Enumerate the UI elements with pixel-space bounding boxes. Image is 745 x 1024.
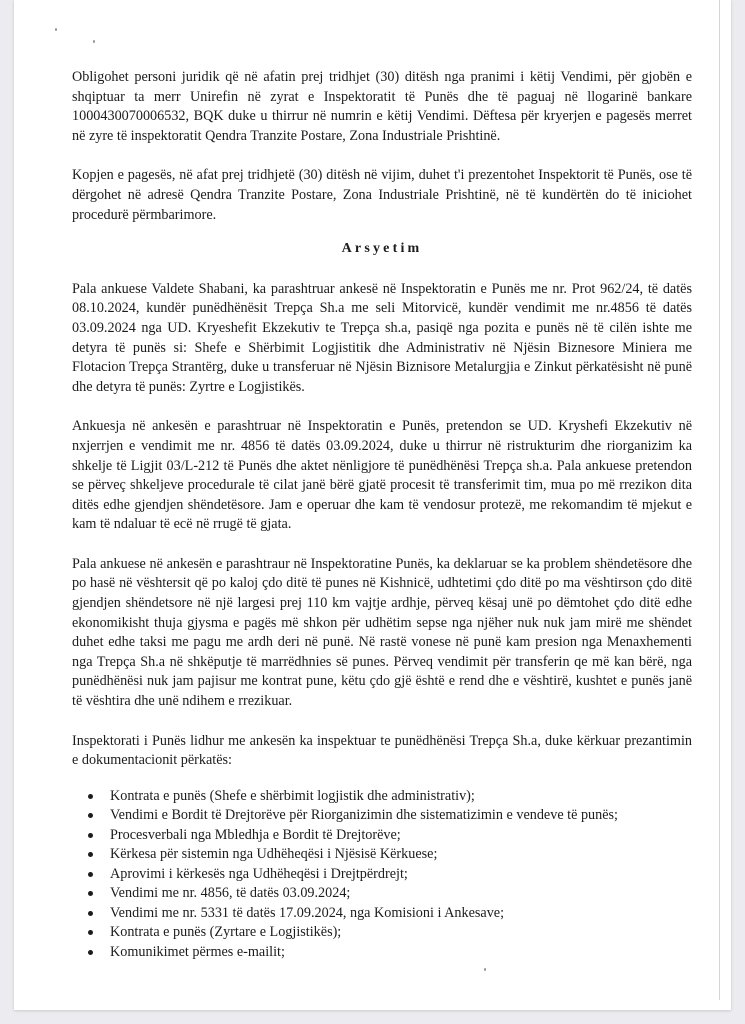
- section-heading-arsyetim: Arsyetim: [341, 241, 423, 257]
- list-item: [86, 904, 692, 924]
- bullet-icon: [88, 852, 93, 857]
- document-body: [72, 68, 692, 962]
- inspection-paragraph: Inspektorati i Punës lidhur me ankesën ka inspektuar te punëdhënësi Trepça Sh.a, duke kërkuar prezantimin e dokumentacionit përkatës:: [72, 732, 692, 769]
- bullet-icon: [88, 833, 93, 838]
- bullet-icon: [88, 911, 93, 916]
- complaint-summary-paragraph: Pala ankuese Valdete Shabani, ka parashtruar ankesë në Inspektoratin e Punës me nr. Prot 962/24, të datës 08.10.2024, kundër punëdhënësit Trepça Sh.a me seli Mitorvicë, kundër vendimit me nr.4856 të datës 03.09.2024 nga UD. Kryeshefit Ekzekutiv te Trepça sh.a, pasiqë nga pozita e punës në të cilën ishte me detyra të punës si: Shefe e Shërbimit Logjistitik dhe Administrativ në Njësin Biznesore Miniera me Flotacion Trepça Strantërg, duke u transferuar në Njësin Biznisore Metalurgjia e Zinkut përkatësisht në punë dhe detyra të punës: Zyrtre e Logjistikës.: [72, 280, 692, 395]
- list-item: [86, 923, 692, 943]
- payment-obligation-paragraph: Obligohet personi juridik që në afatin prej tridhjet (30) ditësh nga pranimi i këtij Vendimi, për gjobën e shqiptuar ta merr Unirefin në zyrat e Inspektoratit të Punës dhe të paguaj në llogarinë bankare 1000430070006532, BQK duke u thirrur në numrin e këtij Vendimi. Dëftesa për kryerjen e pagesës merret në zyre të inspektoratit Qendra Tranzite Postare, Zona Industriale Prishtinë.: [72, 69, 692, 144]
- document-page: [14, 0, 731, 1010]
- list-item: [86, 806, 692, 826]
- list-item-text: Vendimi me nr. 4856, të datës 03.09.2024;: [110, 885, 351, 902]
- list-item-text: Vendimi e Bordit të Drejtorëve për Riorganizimin dhe sistematizimin e vendeve të punës;: [110, 807, 618, 824]
- scan-speck: [484, 968, 486, 971]
- bullet-icon: [88, 813, 93, 818]
- bullet-icon: [88, 930, 93, 935]
- list-item: [86, 884, 692, 904]
- list-item-text: Komunikimet përmes e-mailit;: [110, 943, 285, 960]
- health-hardship-paragraph: Pala ankuese në ankesën e parashtraur në Inspektoratine Punës, ka deklaruar se ka problem shëndetësore dhe po hasë në vështersit që po kaloj çdo ditë të punes në Kishnicë, udhtetimi çdo ditë po ma vështirson çdo ditë gjendjen shëndetsore në një largesi prej 110 km vajtje ardhje, përveq kësaj unë po dëmtohet çdo ditë edhe ekonomikisht thuja gjysma e pagës më shkon për udhëtim sepse nga njëher nuk nuk jam mirë me shëndet duhet edhe taksi me pagu me ardh deri në punë. Në rastë vonese në punë kam presion nga Menaxhementi nga Trepça Sh.a në shkëputje të marrëdhnies së punes. Përveq vendimit për transferin qe më kan bërë, nga punëdhënësi nuk jam pajisur me kontrat pune, këtu çdo gjë është e rend dhe e vështirë, kushtet e punës janë të vështira dhe unë ndihem e rrezikuar.: [72, 555, 692, 710]
- list-item-text: Procesverbali nga Mbledhja e Bordit të Drejtorëve;: [110, 826, 401, 843]
- bullet-icon: [88, 872, 93, 877]
- bullet-icon: [88, 794, 93, 799]
- list-item: [86, 787, 692, 807]
- list-item-text: Aprovimi i kërkesës nga Udhëheqësi i Drejtpërdrejt;: [110, 865, 408, 882]
- list-item: [86, 943, 692, 963]
- list-item: [86, 845, 692, 865]
- payment-copy-paragraph: Kopjen e pagesës, në afat prej tridhjetë (30) ditësh në vijim, duhet t'i prezentohet Inspektorit të Punës, ose të dërgohet në adresë Qendra Tranzite Postare, Zona Industriale Prishtinë, në të kundërtën do të iniciohet procedurë përmbarimore.: [72, 167, 692, 223]
- documents-list: [72, 787, 692, 963]
- list-item-text: Kontrata e punës (Zyrtare e Logjistikës);: [110, 924, 342, 941]
- scan-speck: [93, 40, 95, 43]
- list-item: [86, 826, 692, 846]
- list-item-text: Kontrata e punës (Shefe e shërbimit logjistik dhe administrativ);: [110, 787, 475, 804]
- list-item: [86, 865, 692, 885]
- bullet-icon: [88, 950, 93, 955]
- complainant-claims-paragraph: Ankuesja në ankesën e parashtruar në Inspektoratin e Punës, pretendon se UD. Kryshefi Ekzekutiv në nxjerrjen e vendimit me nr. 4856 të datës 03.09.2024, duke u thirrur në ristrukturim dhe riorganizim ka shkelje të Ligjit 03/L-212 të Punës dhe aktet nënligjore të punëdhënësi Trepça sh.a. Pala ankuese pretendon se përveç shkeljeve procedurale të cilat janë bërë gjatë procesit të transferimit tim, mua po më rrezikon dita ditës edhe gjendjen shëndetësore. Jam e operuar dhe kam të vendosur protezë, me rekomandim të mjekut e kam të ndaluar të ecë në rrugë të gjata.: [72, 418, 692, 533]
- list-item-text: Kërkesa për sistemin nga Udhëheqësi i Njësisë Kërkuese;: [110, 846, 438, 863]
- list-item-text: Vendimi me nr. 5331 të datës 17.09.2024, nga Komisioni i Ankesave;: [110, 904, 505, 921]
- paper-crease-line: [719, 0, 720, 1000]
- scan-speck: [55, 28, 57, 31]
- bullet-icon: [88, 891, 93, 896]
